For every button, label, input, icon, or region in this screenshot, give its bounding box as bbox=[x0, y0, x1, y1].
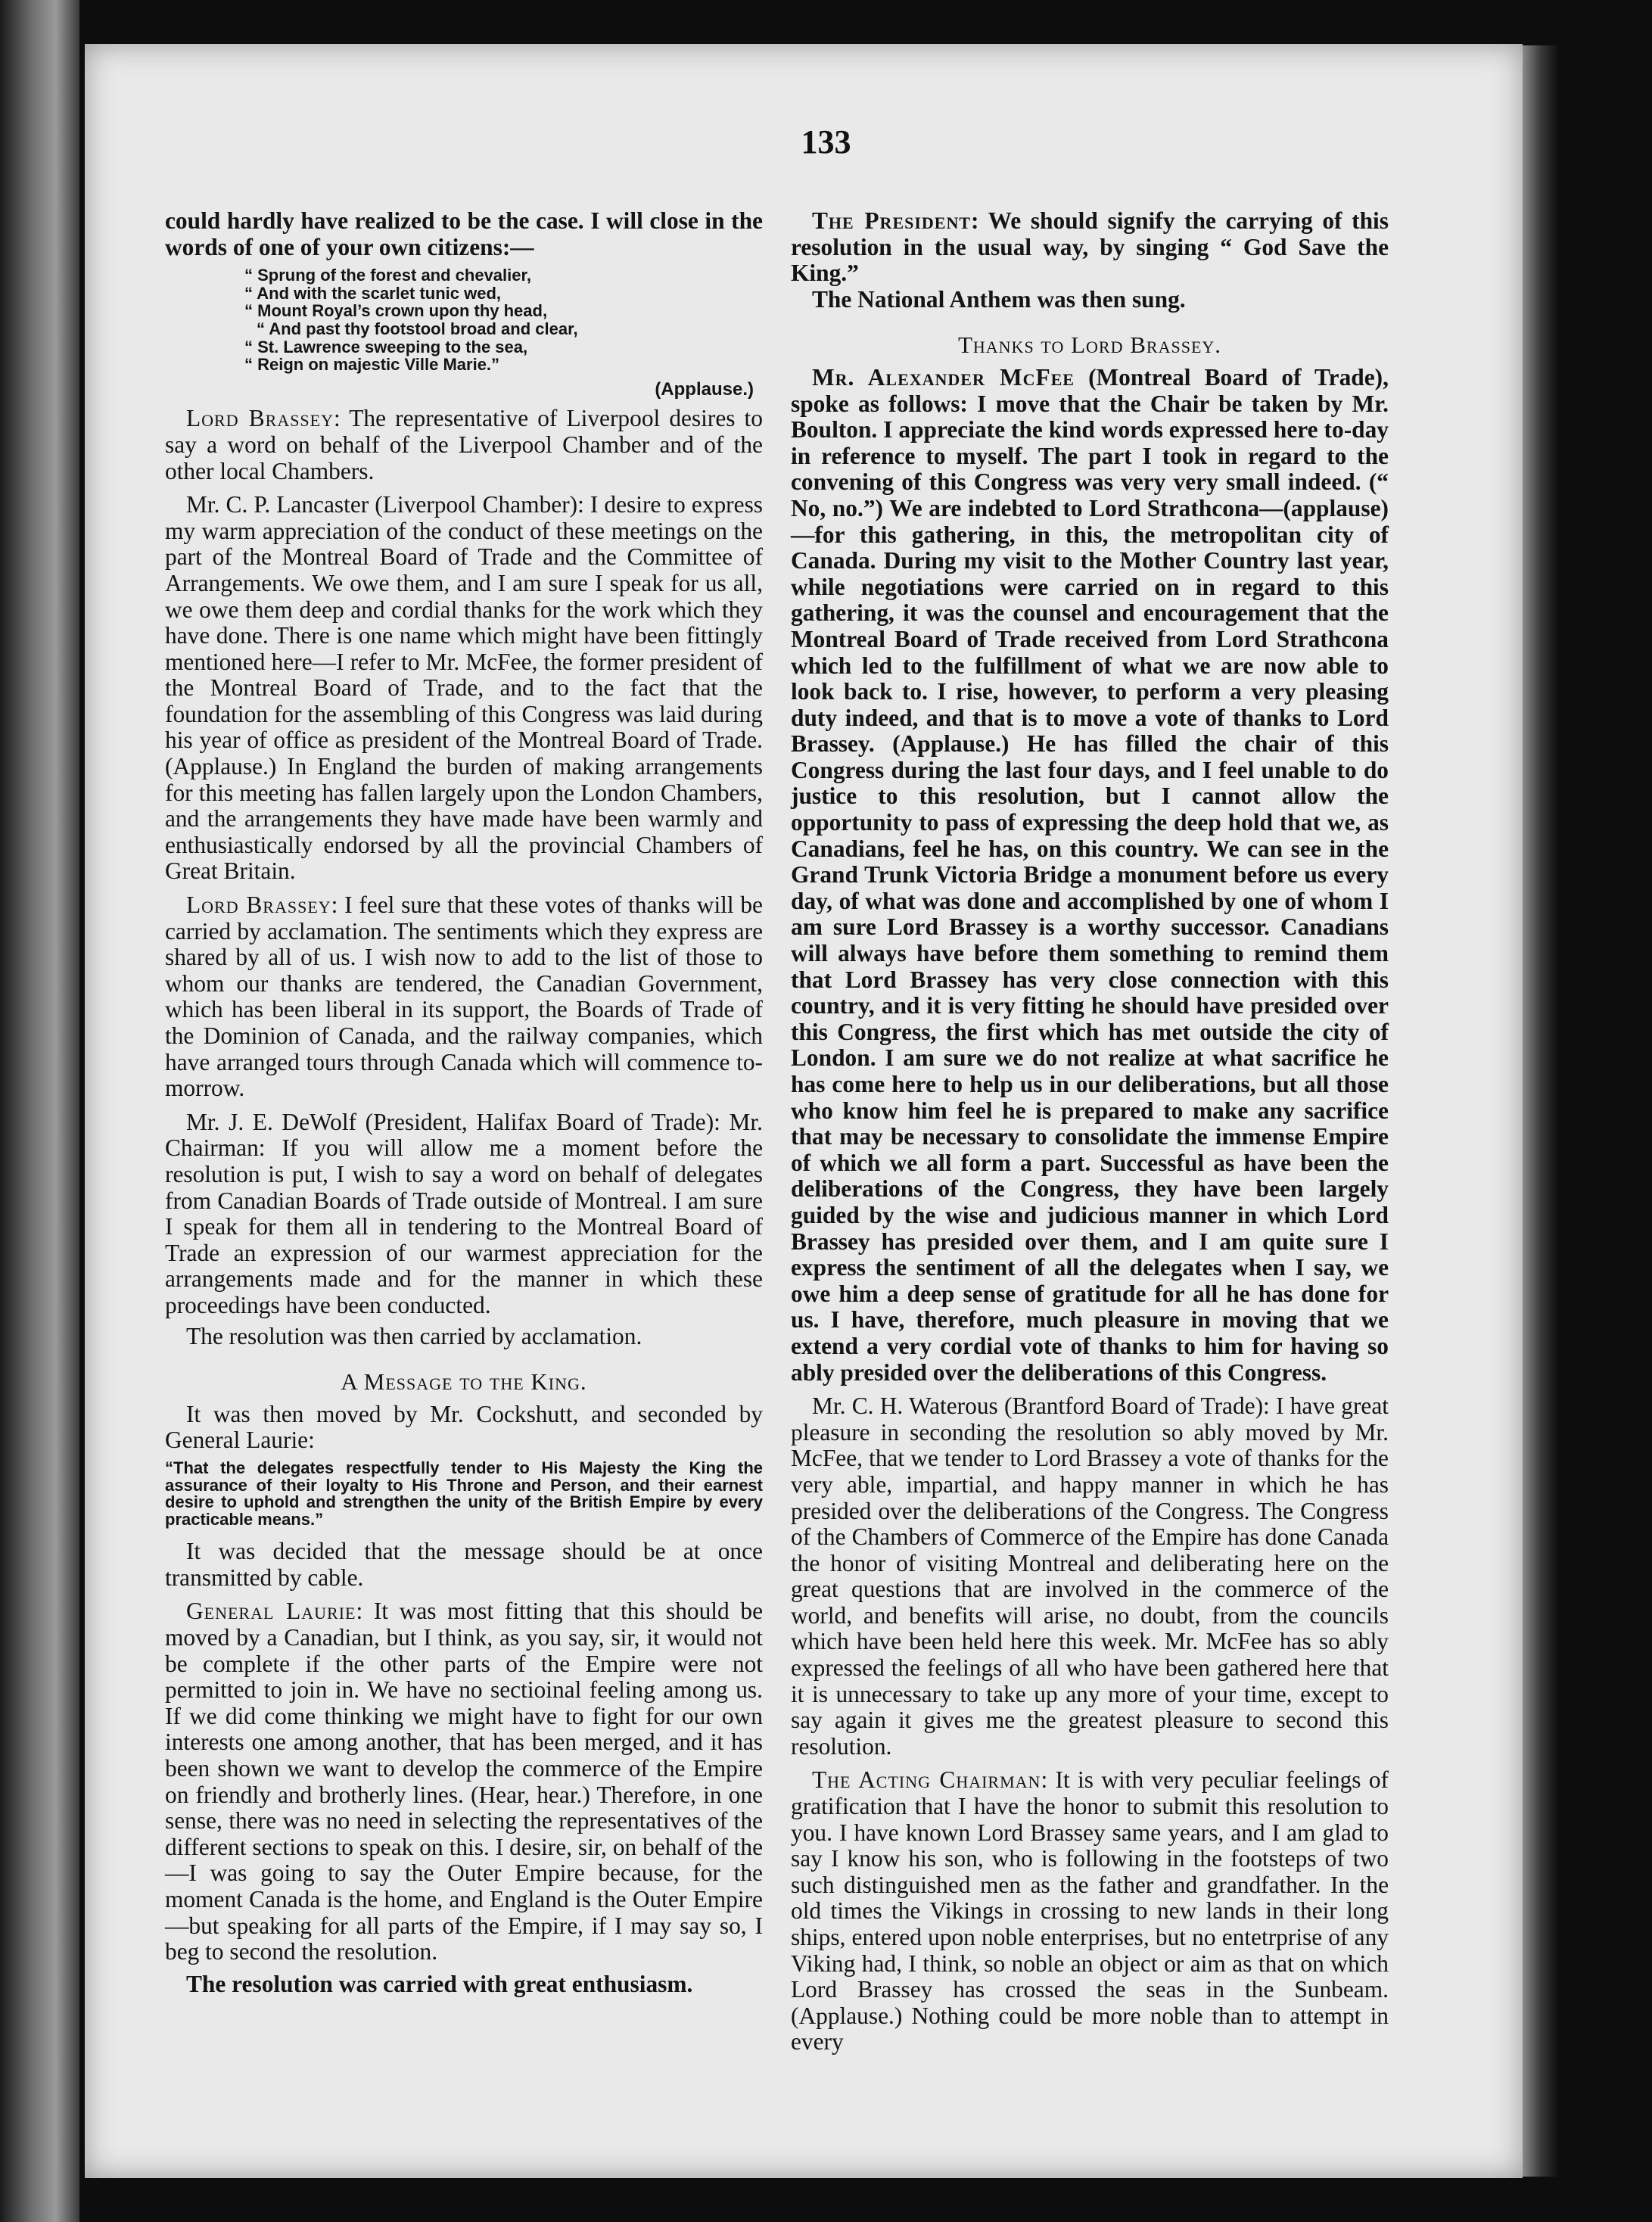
speaker-name: General Laurie bbox=[186, 1598, 356, 1625]
resolution-quote: “That the delegates respectfully tender to His Majesty the King the assurance of their loyalty to His Throne and Person, and their earnest desire to uphold and strengthen the unity of the British Empire by every practicable means.” bbox=[165, 1458, 763, 1529]
paragraph-laurie bbox=[165, 1598, 763, 1965]
paragraph-waterous bbox=[791, 1393, 1389, 1760]
speech-text: (Brantford Board of Trade): I have great pleasure in seconding the resolution so ably moved by Mr. McFee, that we tender to Lord Brassey a vote of thanks for the very able, impartial, and happy manner in which he has presided over the deliberations of the Congress. The Congress of the Chambers of Commerce of the Empire has done Canada the honor of visiting Montreal and deliberating here on the great questions that are involved in the commerce of the world, and benefits will arise, no doubt, from the councils which have been held here this week. Mr. McFee has so ably expressed the feelings of all who have been gathered here that it is unnecessary to take up any more of your time, except to say again it gives me the greatest pleasure to second this resolution. bbox=[791, 1393, 1389, 1760]
poem-line: “ Mount Royal’s crown upon thy head, bbox=[244, 301, 548, 321]
paragraph-lancaster bbox=[165, 492, 763, 885]
poem-quotation bbox=[244, 266, 763, 374]
poem-line: “ Sprung of the forest and chevalier, bbox=[244, 266, 531, 285]
paragraph-carried-2: The resolution was carried with great enthusiasm. bbox=[186, 1970, 693, 1997]
speaker-name: Mr. J. E. DeWolf bbox=[186, 1108, 357, 1135]
page-number: 133 bbox=[801, 123, 851, 160]
paragraph-acting-chairman bbox=[791, 1767, 1389, 2056]
speaker-name: Mr. Alexander McFee bbox=[812, 363, 1075, 391]
poem-line: “ Reign on majestic Ville Marie.” bbox=[244, 355, 500, 375]
speech-text: : We should signify the carrying of this resolution in the usual way, by singing “ God Save the King.” bbox=[791, 207, 1389, 287]
poem-applause: (Applause.) bbox=[655, 378, 754, 400]
speaker-name: The President bbox=[812, 207, 972, 234]
paragraph-moved: It was then moved by Mr. Cockshutt, and seconded by General Laurie: bbox=[165, 1400, 763, 1454]
speech-text: (President, Halifax Board of Trade): Mr. Chairman: If you will allow me a moment before the resolution is put, I wish to say a word on behalf of delegates from Canadian Boards of Trade outside of Montreal. I am sure I speak for them all in tendering to the Montreal Board of Trade an expression of our warmest appreciation for the arrangements made and for the manner in which these proceedings have been conducted. bbox=[165, 1108, 764, 1318]
speech-text: : It was most fitting that this should be moved by a Canadian, but I think, as you say, sir, it would not be complete if the other parts of the Empire were not permitted to join in. We have no sectioinal feeling among us. If we did come thinking we might have to fight for our own interests one among another, that has been merged, and it has been shown we want to develop the commerce of the Empire on friendly and brotherly lines. (Hear, hear.) Therefore, in one sense, there was no need in selecting the representatives of the different sections to speak on this. I desire, sir, on behalf of the—I was going to say the Outer Empire because, for the moment Canada is the home, and England is the Outer Empire—but speaking for all parts of the Empire, if I may say so, I beg to second the resolution. bbox=[165, 1598, 764, 1965]
paragraph-president bbox=[791, 208, 1389, 287]
paragraph-brassey-1 bbox=[165, 406, 763, 484]
heading-message-to-king: A Message to the King. bbox=[341, 1368, 587, 1396]
poem-line: “ And past thy footstool broad and clear, bbox=[257, 319, 578, 338]
speaker-name bbox=[186, 491, 369, 518]
speaker-name-text: Mr. C. P. Lancaster bbox=[186, 491, 369, 518]
left-column bbox=[165, 208, 763, 1997]
right-column bbox=[791, 208, 1389, 2056]
speech-text: : The representative of Liverpool desires to say a word on behalf of the Liverpool Chamber and of the other local Chambers. bbox=[165, 405, 763, 484]
opening-paragraph: could hardly have realized to be the case. I will close in the words of one of your own citizens:— bbox=[165, 207, 763, 260]
adjacent-page-edge bbox=[0, 0, 79, 2222]
poem-line: “ St. Lawrence sweeping to the sea, bbox=[244, 337, 528, 356]
paragraph-decided: It was decided that the message should be at once transmitted by cable. bbox=[165, 1538, 763, 1591]
speaker-name: The Acting Chairman bbox=[812, 1766, 1041, 1794]
paragraph-carried-1: The resolution was then carried by acclamation. bbox=[186, 1322, 642, 1349]
page-right-edge bbox=[1523, 45, 1559, 2177]
speaker-name: Mr. C. H. Waterous bbox=[812, 1393, 998, 1420]
speech-text: : I feel sure that these votes of thanks will be carried by acclamation. The sentiments which they express are shared by all of us. I wish now to add to the list of those to whom our thanks are tendered, the Canadian Government, which has been liberal in its support, the Boards of Trade of the Dominion of Canada, and the railway companies, which have arranged tours through Canada which will commence to-morrow. bbox=[165, 892, 763, 1102]
paragraph-mcfee bbox=[791, 365, 1389, 1386]
poem-line: “ And with the scarlet tunic wed, bbox=[244, 283, 502, 303]
speaker-name: Lord Brassey bbox=[186, 405, 334, 432]
speech-text: (Montreal Board of Trade), spoke as follows: I move that the Chair be taken by Mr. Boulton. I appreciate the kind words expressed here to-day in reference to myself. The part I took in regard to the convening of this Congress was very very small indeed. (“ No, no.”) We are indebted to Lord Strathcona—(applause)—for this gathering, in this, the metropolitan city of Canada. During my visit to the Mother Country last year, while negotiations were carried on in regard to this gathering, it was the counsel and encouragement that the Montreal Board of Trade received from Lord Strathcona which led to the fulfillment of what we are now able to look back to. I rise, however, to perform a very pleasing duty indeed, and that is to move a vote of thanks to Lord Brassey. (Applause.) He has filled the chair of this Congress during the last four days, and I feel unable to do justice to this resolution, but I cannot allow the opportunity to pass of expressing the deep hold that we, as Canadians, feel he has, on this country. We can see in the Grand Trunk Victoria Bridge a monument before us every day, of what was done and accomplished by one of whom I am sure Lord Brassey is a worthy successor. Canadians will always have before them something to remind them that Lord Brassey has very close connection with this country, and it is very fitting he should have presided over this Congress, the first which has met outside the city of London. I am sure we do not realize at what sacrifice he has come here to help us in our deliberations, but all those who know him feel he is prepared to make any sacrifice that may be necessary to consolidate the immense Empire of which we all form a part. Successful as have been the deliberations of the Congress, they have been largely guided by the wise and judicious manner in which Lord Brassey has presided over them, and I am quite sure I express the sentiment of all the delegates when I say, we owe him a deep sense of gratitude for all he has done for us. I have, therefore, much pleasure in moving that we extend a very cordial vote of thanks to him for having so ably presided over the deliberations of this Congress. bbox=[791, 363, 1389, 1386]
paragraph-brassey-2 bbox=[165, 892, 763, 1102]
speech-text: (Liverpool Chamber): I desire to express my warm appreciation of the conduct of these meetings on the part of the Montreal Board of Trade and the Committee of Arrangements. We owe them, and I am sure I speak for us all, we owe them deep and cordial thanks for the work which they have done. There is one name which might have been fittingly mentioned here—I refer to Mr. McFee, the former president of the Montreal Board of Trade, and to the fact that the foundation for the assembling of this Congress was laid during his year of office as president of the Montreal Board of Trade. (Applause.) In England the burden of making arrangements for this meeting has fallen largely upon the London Chambers, and the arrangements they have made have been warmly and enthusiastically endorsed by all the provincial Chambers of Great Britain. bbox=[165, 491, 764, 885]
paragraph-anthem: The National Anthem was then sung. bbox=[812, 285, 1186, 313]
speaker-name: Lord Brassey bbox=[186, 892, 331, 919]
heading-thanks-to-brassey: Thanks to Lord Brassey. bbox=[957, 331, 1222, 359]
speech-text: : It is with very peculiar feelings of gratification that I have the honor to submit this resolution to you. I have known Lord Brassey same years, and I am glad to say I know his son, who is following in the footsteps of two such distinguished men as the father and grandfather. In the old times the Vikings in crossing to new lands in their long ships, entered upon noble enterprises, but no entetrprise of any Viking had, I think, so noble an object or aim as that on which Lord Brassey has crossed the seas in the Sunbeam. (Applause.) Nothing could be more noble than to attempt in every bbox=[791, 1766, 1389, 2056]
paragraph-dewolf bbox=[165, 1109, 763, 1319]
